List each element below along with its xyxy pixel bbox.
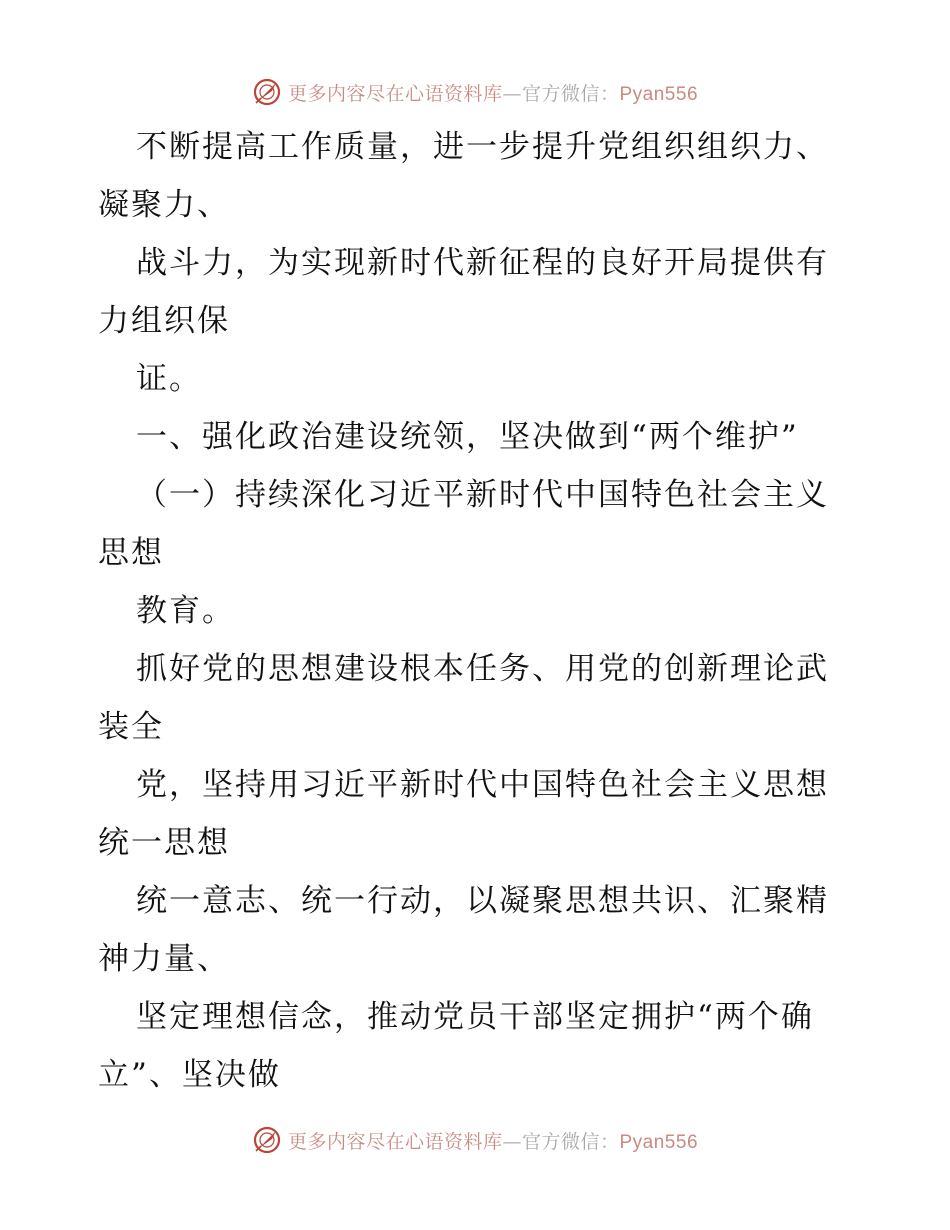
watermark-text — [288, 79, 698, 106]
watermark-wechat-label: 官方微信： — [521, 1130, 620, 1153]
text-line: 立”、坚决做 — [98, 1057, 281, 1093]
quill-logo-icon — [252, 1125, 282, 1155]
text-line: 不断提高工作质量，进一步提升党组织组织力、 — [136, 129, 829, 165]
watermark-text — [288, 1127, 698, 1154]
text-line: 教育。 — [136, 593, 235, 629]
watermark-main: 更多内容尽在心语资料库 — [287, 82, 503, 105]
text-line: 一、强化政治建设统领，坚决做到“两个维护” — [136, 419, 799, 455]
text-line: 凝聚力、 — [98, 187, 230, 223]
text-line: 证。 — [136, 361, 202, 397]
header-watermark-banner — [0, 72, 950, 112]
text-line: （一）持续深化习近平新时代中国特色社会主义 — [136, 477, 829, 513]
watermark-separator: — — [502, 1130, 522, 1153]
text-line: 神力量、 — [98, 941, 230, 977]
text-line: 坚定理想信念，推动党员干部坚定拥护“两个确 — [136, 999, 814, 1035]
text-line: 抓好党的思想建设根本任务、用党的创新理论武 — [136, 651, 829, 687]
watermark-separator: — — [502, 82, 522, 105]
watermark-wechat-id: Pyan556 — [619, 83, 699, 105]
quill-logo-icon — [252, 77, 282, 107]
watermark-wechat-id: Pyan556 — [619, 1131, 699, 1153]
text-line: 党，坚持用习近平新时代中国特色社会主义思想 — [136, 767, 829, 803]
watermark-main: 更多内容尽在心语资料库 — [287, 1130, 503, 1153]
text-line: 思想 — [98, 535, 164, 571]
text-line: 统一思想 — [98, 825, 230, 861]
watermark-wechat-label: 官方微信： — [521, 82, 620, 105]
text-line: 统一意志、统一行动，以凝聚思想共识、汇聚精 — [136, 883, 829, 919]
text-line: 力组织保 — [98, 303, 230, 339]
document-body — [98, 118, 858, 1104]
text-line: 战斗力，为实现新时代新征程的良好开局提供有 — [136, 245, 829, 281]
text-line: 装全 — [98, 709, 164, 745]
footer-watermark-banner — [0, 1120, 950, 1160]
